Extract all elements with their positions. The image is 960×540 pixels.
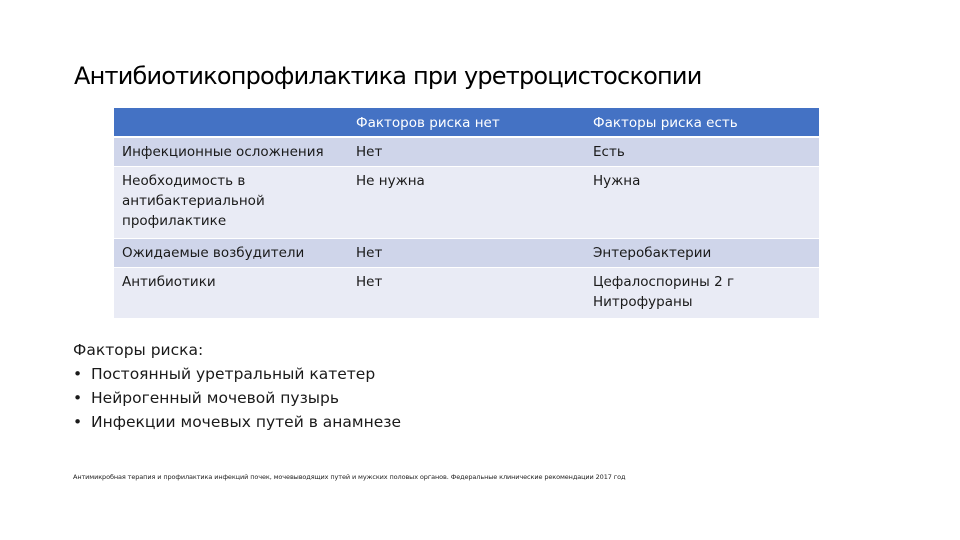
list-item-text: Нейрогенный мочевой пузырь bbox=[91, 389, 340, 407]
list-item bbox=[73, 410, 401, 434]
list-item bbox=[73, 362, 401, 386]
table-cell: Энтеробактерии bbox=[585, 239, 819, 268]
table-header-has-risk: Факторы риска есть bbox=[585, 108, 819, 137]
table-header-row bbox=[114, 108, 819, 137]
table-cell: Нет bbox=[348, 268, 585, 319]
list-item-text: Инфекции мочевых путей в анамнезе bbox=[91, 413, 402, 431]
bullet-icon: • bbox=[73, 389, 83, 407]
risk-factors-block bbox=[73, 338, 401, 434]
list-item bbox=[73, 386, 401, 410]
table-row bbox=[114, 268, 819, 319]
table-cell: Инфекционные осложнения bbox=[114, 137, 348, 167]
table-cell: Нужна bbox=[585, 167, 819, 239]
table-cell: Не нужна bbox=[348, 167, 585, 239]
table-cell: Цефалоспорины 2 г Нитрофураны bbox=[585, 268, 819, 319]
table-cell: Антибиотики bbox=[114, 268, 348, 319]
source-citation: Антимикробная терапия и профилактика инфекций почек, мочевыводящих путей и мужских половых органов. Федеральные клинические рекомендации 2017 год bbox=[73, 473, 626, 481]
table-row bbox=[114, 167, 819, 239]
table-row bbox=[114, 239, 819, 268]
table-cell: Необходимость в антибактериальной профилактике bbox=[114, 167, 348, 239]
table-header-empty bbox=[114, 108, 348, 137]
bullet-icon: • bbox=[73, 365, 83, 383]
risk-comparison-table bbox=[114, 108, 819, 319]
table-row bbox=[114, 137, 819, 167]
slide-title: Антибиотикопрофилактика при уретроцистоскопии bbox=[74, 62, 702, 90]
table-cell: Есть bbox=[585, 137, 819, 167]
risk-factors-heading: Факторы риска: bbox=[73, 341, 204, 359]
table-cell: Ожидаемые возбудители bbox=[114, 239, 348, 268]
table-header-no-risk: Факторов риска нет bbox=[348, 108, 585, 137]
list-item-text: Постоянный уретральный катетер bbox=[91, 365, 376, 383]
risk-factors-list bbox=[73, 362, 401, 434]
table-cell: Нет bbox=[348, 137, 585, 167]
table-cell: Нет bbox=[348, 239, 585, 268]
bullet-icon: • bbox=[73, 413, 83, 431]
